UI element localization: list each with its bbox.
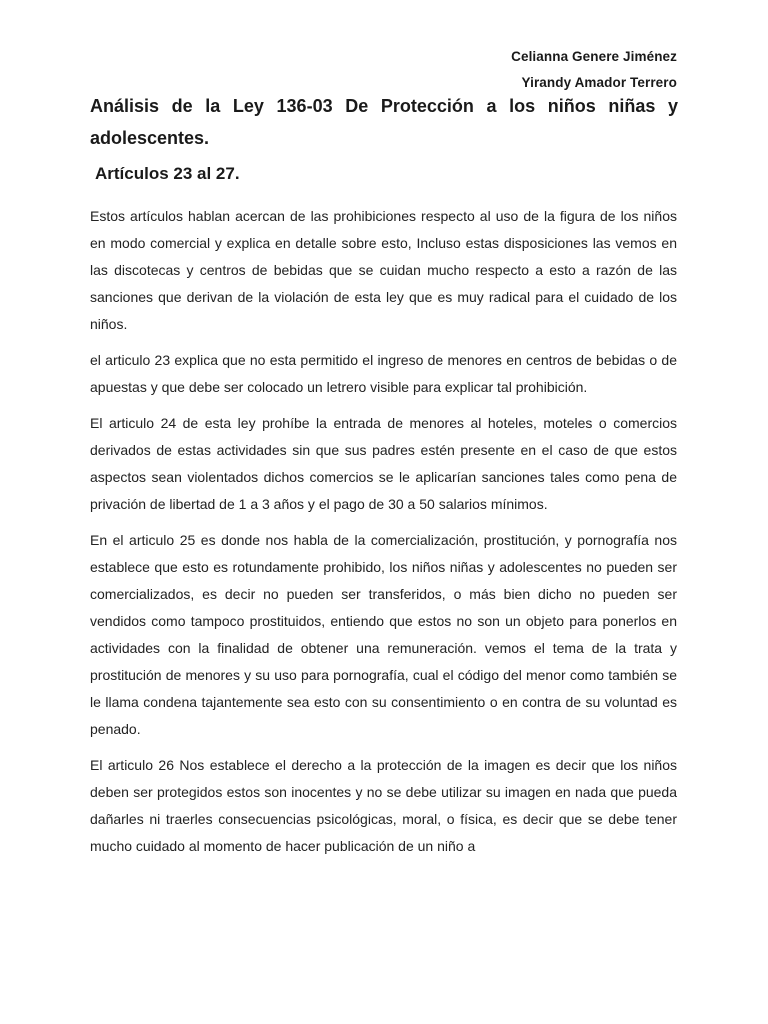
body-paragraph: Estos artículos hablan acercan de las prohibiciones respecto al uso de la figura de los niños en modo comercial y explica en detalle sobre esto, Incluso estas disposiciones las vemos en las discotecas y centros de bebidas que se cuidan mucho respecto a esto a razón de las sanciones que derivan de la violación de esta ley que es muy radical para el cuidado de los niños. bbox=[90, 208, 677, 332]
body-paragraph: el articulo 23 explica que no esta permitido el ingreso de menores en centros de bebidas o de apuestas y que debe ser colocado un letrero visible para explicar tal prohibición. bbox=[90, 352, 677, 395]
document-title: Análisis de la Ley 136-03 De Protección a los niños niñas y adolescentes. bbox=[90, 96, 678, 148]
document-body bbox=[90, 203, 677, 869]
document-subtitle: Artículos 23 al 27. bbox=[95, 164, 240, 183]
author-name: Yirandy Amador Terrero bbox=[521, 75, 677, 90]
body-paragraph: El articulo 26 Nos establece el derecho a la protección de la imagen es decir que los niños deben ser protegidos estos son inocentes y no se debe utilizar su imagen en nada que pueda dañarles ni traerles consecuencias psicológicas, moral, o física, es decir que se debe tener mucho cuidado al momento de hacer publicación de un niño a bbox=[90, 757, 677, 854]
body-paragraph: En el articulo 25 es donde nos habla de la comercialización, prostitución, y pornografía nos establece que esto es rotundamente prohibido, los niños niñas y adolescentes no pueden ser comercializados, es decir no pueden ser transferidos, o más bien dicho no pueden ser vendidos como tampoco prostituidos, entiendo que estos no son un objeto para ponerlos en actividades con la finalidad de obtener una remuneración. vemos el tema de la trata y prostitución de menores y su uso para pornografía, cual el código del menor como también se le llama condena tajantemente sea esto con su consentimiento o en contra de su voluntad es penado. bbox=[90, 532, 677, 737]
body-paragraph: El articulo 24 de esta ley prohíbe la entrada de menores al hoteles, moteles o comercios derivados de estas actividades sin que sus padres estén presente en el caso de que estos aspectos sean violentados dichos comercios se le aplicarían sanciones tales como pena de privación de libertad de 1 a 3 años y el pago de 30 a 50 salarios mínimos. bbox=[90, 415, 677, 512]
author-name: Celianna Genere Jiménez bbox=[511, 49, 677, 64]
author-block bbox=[511, 44, 677, 96]
